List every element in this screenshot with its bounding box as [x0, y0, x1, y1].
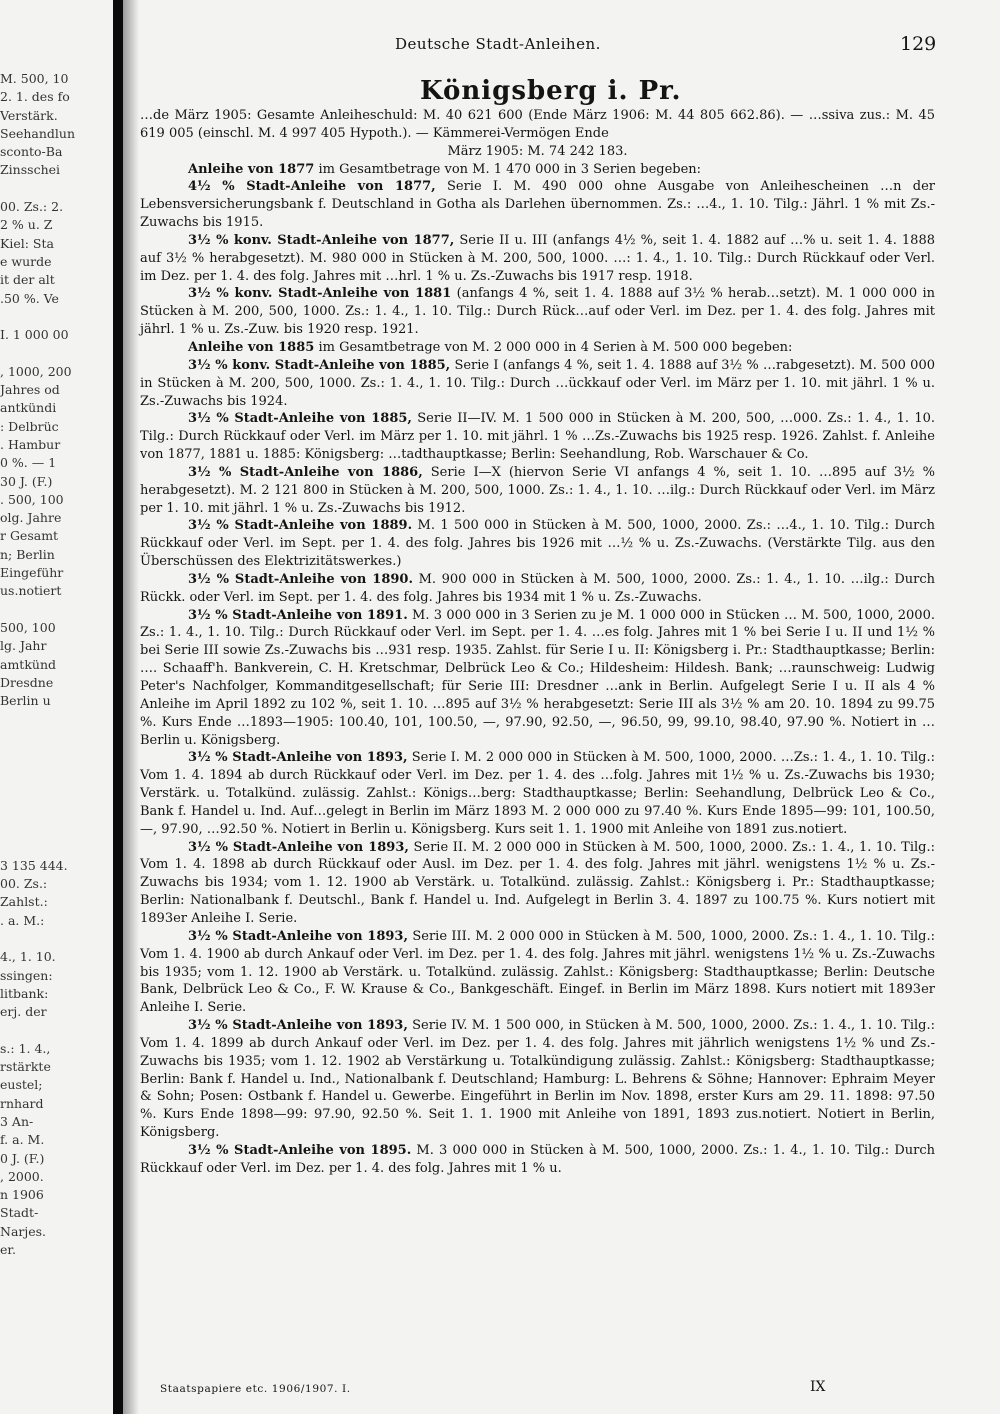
body-text — [140, 107, 935, 1178]
fragment-line: Narjes. — [0, 1223, 47, 1239]
fragment-line: Seehandlun — [0, 125, 76, 141]
fragment-line: 2. 1. des fo — [0, 89, 70, 105]
fragment-line — [0, 747, 70, 765]
paragraph: 3½ % Stadt-Anleihe von 1893, Serie IV. M. 1 500 000, in Stücken à M. 500, 1000, 2000. Zs.: 1. 4., 1. 10. Tilg.: Vom 1. 4. 1899 ab durch Ankauf oder Verl. im Dez. per 1. 4. des folg. Jahres mit jährlich wenigstens 1½ % und Zs.-Zuwachs bis 1935; vom 1. 12. 1902 ab Verstärkung u. Totalkündigung zulässig. Zahlst.: Königsberg: Stadthauptkasse; Berlin: Bank f. Handel u. Ind., Nationalbank f. Deutschland; Hamburg: L. Behrens & Söhne; Hannover: Ephraim Meyer & Sohn; Posen: Ostbank f. Handel u. Gewerbe. Eingeführt in Berlin im Nov. 1898, erster Kurs am 29. 11. 1898: 97.50 %. Kurs Ende 1898—99: 97.90, 92.50 %. Seit 1. 1. 1900 mit Anleihe von 1891, 1893 zus.notiert. Notiert in Berlin, Königsberg. — [140, 1018, 935, 1141]
fragment-line: r Gesamt — [0, 528, 59, 544]
fragment-line: rstärkte — [0, 1059, 51, 1075]
fragment-line — [0, 838, 70, 856]
fragment-line: e wurde — [0, 253, 52, 269]
fragment-line — [0, 784, 70, 802]
fragment-line: I. 1 000 00 — [0, 327, 69, 343]
fragment-line: 4., 1. 10. — [0, 949, 56, 965]
fragment-line — [0, 601, 70, 619]
fragment-line: : Delbrüc — [0, 418, 59, 434]
fragment-line: 0 %. — 1 — [0, 455, 57, 471]
fragment-line: , 1000, 200 — [0, 363, 72, 379]
fragment-line: rnhard — [0, 1095, 44, 1111]
fragment-line: . a. M.: — [0, 912, 45, 928]
fragment-line: us.notiert — [0, 583, 62, 599]
fragment-line: amtkünd — [0, 656, 57, 672]
fragment-line: n 1906 — [0, 1187, 44, 1203]
fragment-line: antkündi — [0, 400, 57, 416]
fragment-line: eustel; — [0, 1077, 43, 1093]
paragraph: 4½ % Stadt-Anleihe von 1877, Serie I. M. 490 000 ohne Ausgabe von Anleihescheinen …n der Lebensversicherungsbank f. Deutschland in Gotha als Darlehen übernommen. Zs.: …4., 1. 10. Tilg.: Jährl. 1 % mit Zs.-Zuwachs bis 1915. — [140, 179, 935, 231]
running-title: Deutsche Stadt-Anleihen. — [395, 35, 601, 53]
fragment-line: . Hambur — [0, 436, 61, 452]
fragment-line: Zahlst.: — [0, 894, 48, 910]
fragment-line — [0, 930, 70, 948]
paragraph: 3½ % Stadt-Anleihe von 1890. M. 900 000 in Stücken à M. 500, 1000, 2000. Zs.: 1. 4., 1. 10. …ilg.: Durch Rückk. oder Verl. im Sept. per 1. 4. des folg. Jahres bis 1934 mit 1 % u. Zs.-Zuwachs. — [140, 571, 935, 605]
paragraph: 3½ % Stadt-Anleihe von 1893, Serie I. M. 2 000 000 in Stücken à M. 500, 1000, 2000. …Zs.: 1. 4., 1. 10. Tilg.: Vom 1. 4. 1894 ab durch Rückkauf oder Verl. im Dez. per 1. 4. des …folg. Jahres mit 1½ % u. Zs.-Zuwachs bis 1930; Verstärk. u. Totalkünd. zulässig. Zahlst.: Königs…berg: Stadthauptkasse; Berlin: Seehandlung, Delbrück Leo & Co., Bank f. Handel u. Ind. Auf…gelegt in Berlin im März 1893 M. 2 000 000 zu 97.40 %. Kurs Ende 1895—99: 101, 100.50, —, 97.90, …92.50 %. Notiert in Berlin u. Königsberg. Kurs seit 1. 1. 1900 mit Anleihe von 1891 zus.notiert. — [140, 750, 935, 837]
fragment-line: s.: 1. 4., — [0, 1040, 51, 1056]
fragment-line — [0, 308, 70, 326]
fragment-line: Dresdne — [0, 674, 54, 690]
fragment-line — [0, 344, 70, 362]
fragment-line — [0, 1021, 70, 1039]
paragraph: 3½ % konv. Stadt-Anleihe von 1885, Serie I (anfangs 4 %, seit 1. 4. 1888 auf 3½ % …rabgesetzt). M. 500 000 in Stücken à M. 200, 500, 1000. Zs.: 1. 4., 1. 10. Tilg.: Durch …ückkauf oder Verl. im März per 1. 10. mit jährl. 1 % u. Zs.-Zuwachs bis 1924. — [140, 357, 935, 409]
fragment-line: 00. Zs.: 2. — [0, 199, 64, 215]
fragment-line: 3 135 444. — [0, 857, 68, 873]
fragment-line: .50 %. Ve — [0, 290, 59, 306]
fragment-line: Stadt- — [0, 1205, 39, 1221]
fragment-line: 0 J. (F.) — [0, 1150, 45, 1166]
paragraph: 3½ % Stadt-Anleihe von 1885, Serie II—IV. M. 1 500 000 in Stücken à M. 200, 500, …000. Zs.: 1. 4., 1. 10. Tilg.: Durch Rückkauf oder Verl. im März per 1. 10. mit jährl. 1 % …Zs.-Zuwachs bis 1925 resp. 1926. Zahlst. f. Anleihe von 1877, 1881 u. 1885: Königsberg: …tadthauptkasse; Berlin: Seehandlung, Rob. Warschauer & Co. — [140, 411, 935, 463]
fragment-line: er. — [0, 1242, 16, 1257]
fragment-line — [0, 802, 70, 820]
paragraph: März 1905: M. 74 242 183. — [447, 143, 628, 159]
paragraph: Anleihe von 1877 im Gesamtbetrage von M. 1 470 000 in 3 Serien begeben: — [188, 161, 702, 177]
section-heading: Königsberg i. Pr. — [420, 76, 682, 106]
fragment-line: Eingeführ — [0, 565, 64, 581]
footer-imprint: Staatspapiere etc. 1906/1907. I. — [160, 1383, 351, 1395]
fragment-line: 00. Zs.: — [0, 876, 48, 892]
fragment-line — [0, 729, 70, 747]
fragment-line: , 2000. — [0, 1168, 44, 1184]
signature-mark: IX — [810, 1379, 826, 1395]
fragment-line — [0, 180, 70, 198]
paragraph: 3½ % Stadt-Anleihe von 1895. M. 3 000 000 in Stücken à M. 500, 1000, 2000. Zs.: 1. 4., 1. 10. Tilg.: Durch Rückkauf oder Verl. im Dez. per 1. 4. des folg. Jahres mit 1 % u. — [140, 1142, 935, 1176]
fragment-line: Jahres od — [0, 382, 60, 398]
fragment-line: Zinsschei — [0, 162, 61, 178]
page-number: 129 — [900, 33, 937, 55]
adjacent-page-fragment — [0, 70, 76, 1257]
fragment-line: . 500, 100 — [0, 491, 64, 507]
fragment-line: erj. der — [0, 1004, 47, 1020]
fragment-line: lg. Jahr — [0, 638, 47, 654]
fragment-line: 3 An- — [0, 1113, 34, 1129]
fragment-line: f. a. M. — [0, 1132, 45, 1148]
fragment-line — [0, 710, 70, 728]
paragraph: 3½ % Stadt-Anleihe von 1886, Serie I—X (hiervon Serie VI anfangs 4 %, seit 1. 10. …895 auf 3½ % herabgesetzt). M. 2 121 800 in Stücken à M. 200, 500, 1000. Zs.: 1. 4., 1. 10. …ilg.: Durch Rückkauf oder Verl. im März per 1. 10. mit jährl. 1 % u. Zs.-Zuwachs bis 1912. — [140, 464, 935, 516]
fragment-line: olg. Jahre — [0, 510, 62, 526]
fragment-line: n; Berlin — [0, 546, 55, 562]
fragment-line: sconto-Ba — [0, 144, 63, 160]
fragment-line: it der alt — [0, 272, 55, 288]
fragment-line: Berlin u — [0, 693, 51, 709]
fragment-line: litbank: — [0, 985, 49, 1001]
paragraph: 3½ % Stadt-Anleihe von 1893, Serie II. M. 2 000 000 in Stücken à M. 500, 1000, 2000. Zs.: 1. 4., 1. 10. Tilg.: Vom 1. 4. 1898 ab durch Rückkauf oder Ausl. im Dez. per 1. 4. des folg. Jahres mit jährl. wenigstens 1½ % u. Zs.-Zuwachs bis 1934; vom 1. 12. 1900 ab Verstärk. u. Totalkünd. zulässig. Zahlst.: Königsberg i. Pr.: Stadthauptkasse; Berlin: Nationalbank f. Deutschl., Bank f. Handel u. Ind. Aufgelegt in Berlin 3. 4. 1897 zu 100.75 %. Kurs notiert mit 1893er Anleihe I. Serie. — [140, 839, 935, 926]
paragraph: Anleihe von 1885 im Gesamtbetrage von M. 2 000 000 in 4 Serien à M. 500 000 begeben: — [188, 339, 793, 355]
fragment-line: M. 500, 10 — [0, 71, 69, 86]
paragraph: 3½ % Stadt-Anleihe von 1893, Serie III. M. 2 000 000 in Stücken à M. 500, 1000, 2000. Zs.: 1. 4., 1. 10. Tilg.: Vom 1. 4. 1900 ab durch Ankauf oder Verl. im Dez. per 1. 4. des folg. Jahres mit jährl. wenigstens 1½ % u. Zs.-Zuwachs bis 1935; vom 1. 12. 1900 ab Verstärk. u. Totalkünd. zulässig. Zahlst.: Königsberg: Stadthauptkasse; Berlin: Deutsche Bank, Delbrück Leo & Co., F. W. Krause & Co., Bankgeschäft. Eingef. in Berlin im März 1898. Kurs notiert mit 1893er Anleihe I. Serie. — [140, 928, 935, 1016]
fragment-line: 30 J. (F.) — [0, 473, 53, 489]
paragraph: …de März 1905: Gesamte Anleiheschuld: M. 40 621 600 (Ende März 1906: M. 44 805 662.86). — …ssiva zus.: M. 45 619 005 (einschl. M. 4 997 405 Hypoth.). — Kämmerei-Vermögen Ende — [140, 108, 935, 141]
paragraph: 3½ % konv. Stadt-Anleihe von 1881 (anfangs 4 %, seit 1. 4. 1888 auf 3½ % herab…setzt). M. 1 000 000 in Stücken à M. 200, 500, 1000. Zs.: 1. 4., 1. 10. Tilg.: Durch Rück…auf oder Verl. im Dez. per 1. 4. des folg. Jahres mit jährl. 1 % u. Zs.-Zuw. bis 1920 resp. 1921. — [140, 286, 935, 338]
fragment-line: Kiel: Sta — [0, 235, 54, 251]
paragraph: 3½ % Stadt-Anleihe von 1891. M. 3 000 000 in 3 Serien zu je M. 1 000 000 in Stücken … M. 500, 1000, 2000. Zs.: 1. 4., 1. 10. Tilg.: Durch Rückkauf oder Verl. im Sept. per 1. 4. …es folg. Jahres mit 1 % bei Serie I u. II und 1½ % bei Serie III sowie Zs.-Zuwachs bis …931 resp. 1935. Zahlst. für Serie I u. II: Königsberg i. Pr.: Stadthauptkasse; Berlin: …. Schaaff'h. Bankverein, C. H. Kretschmar, Delbrück Leo & Co.; Hildesheim: Hildesh. Bank; …raunschweig: Ludwig Peter's Nachfolger, Kommanditgesellschaft; für Serie III: Dresdner …ank in Berlin. Aufgelegt Serie I u. II als 4 % Anleihe im April 1892 zu 102 %, seit 1. 10. …895 auf 3½ % herabgesetzt: Serie III als 3½ % am 20. 10. 1894 zu 99.75 %. Kurs Ende …1893—1905: 100.40, 101, 100.50, —, 97.90, 92.50, —, 96.50, 99, 99.10, 98.40, 97.90 %. Notiert in …Berlin u. Königsberg. — [140, 607, 935, 748]
fragment-line — [0, 820, 70, 838]
fragment-line: Verstärk. — [0, 107, 58, 123]
fragment-line — [0, 765, 70, 783]
paragraph: 3½ % Stadt-Anleihe von 1889. M. 1 500 000 in Stücken à M. 500, 1000, 2000. Zs.: …4., 1. 10. Tilg.: Durch Rückkauf oder Verl. im Sept. per 1. 4. des folg. Jahres bis 1926 mit …½ % u. Zs.-Zuwachs. (Verstärkte Tilg. aus den Überschüssen des Elektrizitätswerkes.) — [140, 518, 935, 570]
paragraph: 3½ % konv. Stadt-Anleihe von 1877, Serie II u. III (anfangs 4½ %, seit 1. 4. 1882 auf …% u. seit 1. 4. 1888 auf 3½ % herabgesetzt). M. 980 000 in Stücken à M. 200, 500, 1000. …: 1. 4., 1. 10. Tilg.: Durch Rückkauf oder Verl. im Dez. per 1. 4. des folg. Jahres mit …hrl. 1 % u. Zs.-Zuwachs bis 1917 resp. 1918. — [140, 232, 935, 284]
fragment-line: 500, 100 — [0, 619, 56, 635]
binding-gutter — [113, 0, 123, 1414]
fragment-line: 2 % u. Z — [0, 217, 53, 233]
gutter-shadow — [123, 0, 139, 1414]
fragment-line: ssingen: — [0, 967, 53, 983]
